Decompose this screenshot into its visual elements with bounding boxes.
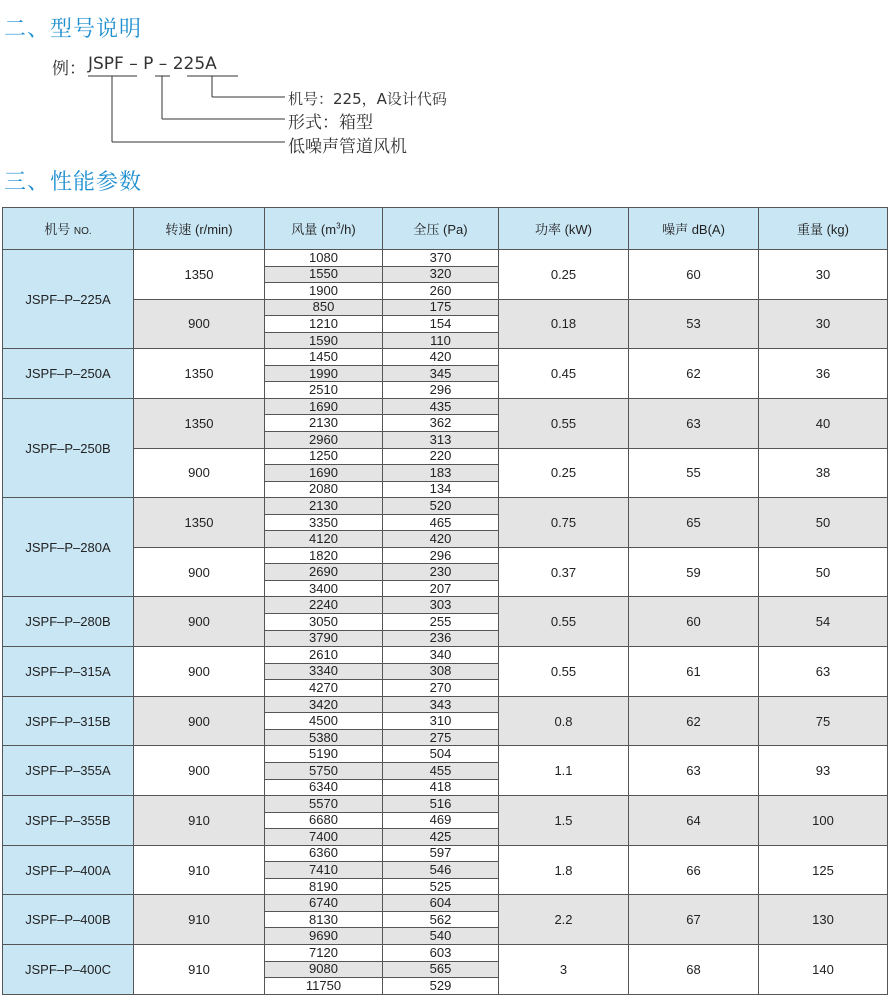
- speed-cell: 900: [134, 696, 265, 746]
- header-noise: 噪声 dB(A): [629, 208, 759, 250]
- table-row: [3, 845, 888, 862]
- table-row: [3, 597, 888, 614]
- pressure-cell: 465: [383, 514, 499, 531]
- noise-cell: 65: [629, 498, 759, 548]
- speed-cell: 1350: [134, 349, 265, 399]
- flow-cell: 1590: [265, 332, 383, 349]
- flow-cell: 8130: [265, 911, 383, 928]
- weight-cell: 36: [759, 349, 888, 399]
- noise-cell: 67: [629, 895, 759, 945]
- pressure-cell: 345: [383, 365, 499, 382]
- pressure-cell: 343: [383, 696, 499, 713]
- power-cell: 3: [499, 944, 629, 994]
- weight-cell: 125: [759, 845, 888, 895]
- pressure-cell: 604: [383, 895, 499, 912]
- flow-cell: 2610: [265, 647, 383, 664]
- pressure-cell: 320: [383, 266, 499, 283]
- weight-cell: 140: [759, 944, 888, 994]
- flow-cell: 6680: [265, 812, 383, 829]
- table-row: [3, 547, 888, 564]
- weight-cell: 50: [759, 547, 888, 597]
- weight-cell: 130: [759, 895, 888, 945]
- noise-cell: 55: [629, 448, 759, 498]
- flow-cell: 9080: [265, 961, 383, 978]
- weight-cell: 30: [759, 250, 888, 300]
- flow-cell: 1210: [265, 316, 383, 333]
- pressure-cell: 275: [383, 729, 499, 746]
- pressure-cell: 340: [383, 647, 499, 664]
- noise-cell: 64: [629, 796, 759, 846]
- table-row: [3, 746, 888, 763]
- model-cell: JSPF–P–315B: [3, 696, 134, 746]
- pressure-cell: 260: [383, 283, 499, 300]
- model-cell: JSPF–P–250B: [3, 398, 134, 497]
- header-model: 机号 NO.: [3, 208, 134, 250]
- pressure-cell: 370: [383, 250, 499, 267]
- pressure-cell: 516: [383, 796, 499, 813]
- flow-cell: 2080: [265, 481, 383, 498]
- table-row: [3, 895, 888, 912]
- noise-cell: 60: [629, 597, 759, 647]
- flow-cell: 5380: [265, 729, 383, 746]
- pressure-cell: 220: [383, 448, 499, 465]
- code-explain-type: 低噪声管道风机: [288, 137, 407, 157]
- power-cell: 0.55: [499, 597, 629, 647]
- power-cell: 0.25: [499, 250, 629, 300]
- pressure-cell: 308: [383, 663, 499, 680]
- flow-cell: 2510: [265, 382, 383, 399]
- table-row: [3, 250, 888, 267]
- pressure-cell: 230: [383, 564, 499, 581]
- flow-cell: 6340: [265, 779, 383, 796]
- flow-cell: 1900: [265, 283, 383, 300]
- noise-cell: 53: [629, 299, 759, 349]
- flow-cell: 8190: [265, 878, 383, 895]
- pressure-cell: 504: [383, 746, 499, 763]
- model-cell: JSPF–P–400A: [3, 845, 134, 895]
- flow-cell: 5190: [265, 746, 383, 763]
- speed-cell: 900: [134, 647, 265, 697]
- flow-cell: 1450: [265, 349, 383, 366]
- speed-cell: 1350: [134, 250, 265, 300]
- flow-cell: 4500: [265, 713, 383, 730]
- code-explain-form: 形式：箱型: [288, 113, 373, 133]
- noise-cell: 63: [629, 746, 759, 796]
- flow-cell: 7410: [265, 862, 383, 879]
- flow-cell: 3350: [265, 514, 383, 531]
- power-cell: 0.55: [499, 647, 629, 697]
- table-row: [3, 398, 888, 415]
- speed-cell: 900: [134, 299, 265, 349]
- pressure-cell: 313: [383, 432, 499, 449]
- flow-cell: 7120: [265, 944, 383, 961]
- flow-cell: 5570: [265, 796, 383, 813]
- model-cell: JSPF–P–250A: [3, 349, 134, 399]
- pressure-cell: 529: [383, 978, 499, 995]
- pressure-cell: 296: [383, 547, 499, 564]
- table-row: [3, 498, 888, 515]
- weight-cell: 63: [759, 647, 888, 697]
- flow-cell: 7400: [265, 829, 383, 846]
- model-cell: JSPF–P–315A: [3, 647, 134, 697]
- pressure-cell: 540: [383, 928, 499, 945]
- flow-cell: 1080: [265, 250, 383, 267]
- pressure-cell: 455: [383, 762, 499, 779]
- pressure-cell: 603: [383, 944, 499, 961]
- power-cell: 0.8: [499, 696, 629, 746]
- power-cell: 0.45: [499, 349, 629, 399]
- header-pressure: 全压 (Pa): [383, 208, 499, 250]
- flow-cell: 3340: [265, 663, 383, 680]
- table-row: [3, 299, 888, 316]
- power-cell: 1.8: [499, 845, 629, 895]
- pressure-cell: 520: [383, 498, 499, 515]
- pressure-cell: 134: [383, 481, 499, 498]
- speed-cell: 1350: [134, 398, 265, 448]
- example-prefix: 例：: [52, 59, 86, 79]
- model-code-diagram: [0, 0, 890, 160]
- model-cell: JSPF–P–225A: [3, 250, 134, 349]
- flow-cell: 6360: [265, 845, 383, 862]
- weight-cell: 38: [759, 448, 888, 498]
- pressure-cell: 236: [383, 630, 499, 647]
- table-row: [3, 696, 888, 713]
- flow-cell: 3050: [265, 614, 383, 631]
- flow-cell: 1690: [265, 465, 383, 482]
- pressure-cell: 562: [383, 911, 499, 928]
- speed-cell: 900: [134, 746, 265, 796]
- code-explain-number: 机号：225，A设计代码: [288, 90, 447, 108]
- flow-cell: 2240: [265, 597, 383, 614]
- noise-cell: 62: [629, 349, 759, 399]
- header-power: 功率 (kW): [499, 208, 629, 250]
- section-title-performance: 三、性能参数: [4, 170, 143, 195]
- flow-cell: 850: [265, 299, 383, 316]
- pressure-cell: 418: [383, 779, 499, 796]
- pressure-cell: 303: [383, 597, 499, 614]
- power-cell: 0.25: [499, 448, 629, 498]
- pressure-cell: 565: [383, 961, 499, 978]
- flow-cell: 1820: [265, 547, 383, 564]
- flow-cell: 2130: [265, 498, 383, 515]
- noise-cell: 59: [629, 547, 759, 597]
- power-cell: 1.5: [499, 796, 629, 846]
- noise-cell: 68: [629, 944, 759, 994]
- flow-cell: 1250: [265, 448, 383, 465]
- noise-cell: 60: [629, 250, 759, 300]
- flow-cell: 4270: [265, 680, 383, 697]
- table-row: [3, 448, 888, 465]
- pressure-cell: 420: [383, 531, 499, 548]
- model-cell: JSPF–P–355B: [3, 796, 134, 846]
- speed-cell: 910: [134, 796, 265, 846]
- weight-cell: 40: [759, 398, 888, 448]
- flow-cell: 2960: [265, 432, 383, 449]
- table-row: [3, 796, 888, 813]
- pressure-cell: 270: [383, 680, 499, 697]
- pressure-cell: 255: [383, 614, 499, 631]
- pressure-cell: 207: [383, 580, 499, 597]
- pressure-cell: 110: [383, 332, 499, 349]
- speed-cell: 1350: [134, 498, 265, 548]
- model-cell: JSPF–P–355A: [3, 746, 134, 796]
- table-row: [3, 349, 888, 366]
- model-cell: JSPF–P–400C: [3, 944, 134, 994]
- noise-cell: 61: [629, 647, 759, 697]
- pressure-cell: 469: [383, 812, 499, 829]
- section-title-model: 二、型号说明: [4, 17, 143, 42]
- speed-cell: 900: [134, 597, 265, 647]
- pressure-cell: 425: [383, 829, 499, 846]
- pressure-cell: 175: [383, 299, 499, 316]
- pressure-cell: 183: [383, 465, 499, 482]
- model-cell: JSPF–P–400B: [3, 895, 134, 945]
- power-cell: 0.55: [499, 398, 629, 448]
- pressure-cell: 546: [383, 862, 499, 879]
- model-cell: JSPF–P–280B: [3, 597, 134, 647]
- flow-cell: 2690: [265, 564, 383, 581]
- power-cell: 0.18: [499, 299, 629, 349]
- pressure-cell: 420: [383, 349, 499, 366]
- speed-cell: 900: [134, 547, 265, 597]
- power-cell: 0.75: [499, 498, 629, 548]
- speed-cell: 910: [134, 845, 265, 895]
- noise-cell: 66: [629, 845, 759, 895]
- diagram-connector-lines: [0, 0, 890, 160]
- pressure-cell: 435: [383, 398, 499, 415]
- flow-cell: 5750: [265, 762, 383, 779]
- flow-cell: 9690: [265, 928, 383, 945]
- power-cell: 1.1: [499, 746, 629, 796]
- example-code: JSPF – P – 225A: [88, 54, 217, 74]
- power-cell: 0.37: [499, 547, 629, 597]
- speed-cell: 910: [134, 944, 265, 994]
- weight-cell: 54: [759, 597, 888, 647]
- weight-cell: 30: [759, 299, 888, 349]
- table-header-row: [3, 208, 888, 250]
- header-speed: 转速 (r/min): [134, 208, 265, 250]
- flow-cell: 3420: [265, 696, 383, 713]
- flow-cell: 4120: [265, 531, 383, 548]
- flow-cell: 11750: [265, 978, 383, 995]
- flow-cell: 1990: [265, 365, 383, 382]
- header-weight: 重量 (kg): [759, 208, 888, 250]
- header-flow: 风量 $(m^3/h)$: [265, 208, 383, 250]
- speed-cell: 900: [134, 448, 265, 498]
- model-cell: JSPF–P–280A: [3, 498, 134, 597]
- pressure-cell: 296: [383, 382, 499, 399]
- noise-cell: 63: [629, 398, 759, 448]
- pressure-cell: 310: [383, 713, 499, 730]
- weight-cell: 50: [759, 498, 888, 548]
- weight-cell: 75: [759, 696, 888, 746]
- noise-cell: 62: [629, 696, 759, 746]
- performance-table: [2, 207, 888, 995]
- flow-cell: 6740: [265, 895, 383, 912]
- pressure-cell: 154: [383, 316, 499, 333]
- table-row: [3, 944, 888, 961]
- flow-cell: 2130: [265, 415, 383, 432]
- power-cell: 2.2: [499, 895, 629, 945]
- flow-cell: 3790: [265, 630, 383, 647]
- weight-cell: 100: [759, 796, 888, 846]
- pressure-cell: 362: [383, 415, 499, 432]
- pressure-cell: 597: [383, 845, 499, 862]
- flow-cell: 3400: [265, 580, 383, 597]
- pressure-cell: 525: [383, 878, 499, 895]
- table-row: [3, 647, 888, 664]
- weight-cell: 93: [759, 746, 888, 796]
- speed-cell: 910: [134, 895, 265, 945]
- flow-cell: 1690: [265, 398, 383, 415]
- flow-cell: 1550: [265, 266, 383, 283]
